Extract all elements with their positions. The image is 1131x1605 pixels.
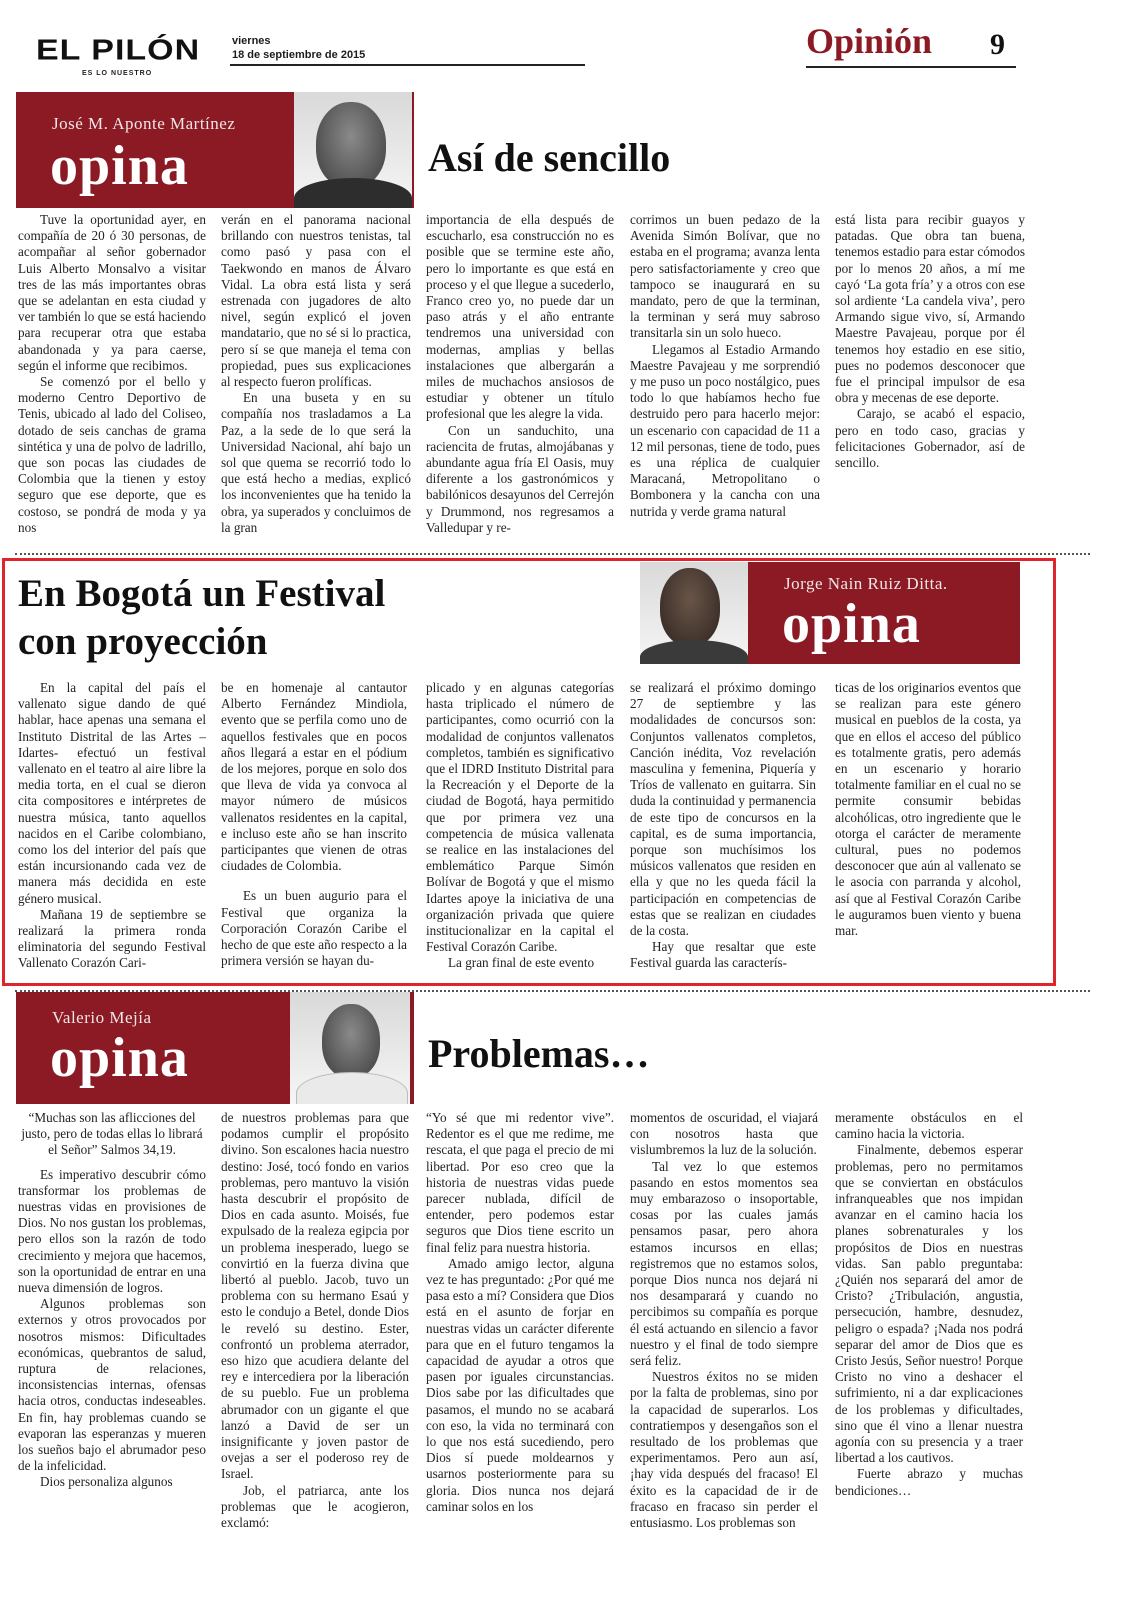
paragraph: be en homenaje al cantautor Alberto Fernández Mindiola, evento que se perfila como uno de aquellos festivales que en pocos años llegará a estar en el pódium de los mejores, porque en solo dos que lleva de vida ya convoca al mayor número de músicos vallenatos residentes en la capital, e incluso este año se han inscrito participantes que vienen de otras ciudades de Colombia.	[221, 680, 407, 874]
paragraph: Es un buen augurio para el Festival que organiza la Corporación Corazón Caribe el hecho de que este año respecto a la primera versión se hayan du-	[221, 888, 407, 969]
paragraph: Es imperativo descubrir cómo transformar los problemas de nuestras vidas en provisiones de Dios. No nos gustan los problemas, pero ellos son la razón de todo crecimiento y mejora que hacemos, son la oportunidad de entrar en una nueva dimensión de logros.	[18, 1166, 206, 1296]
section-title: Opinión	[806, 21, 933, 61]
article1-col-2	[221, 212, 411, 536]
opina-label: opina	[50, 135, 189, 197]
paragraph: Con un sanduchito, una raciencita de frutas, almojábanas y abundante agua fría El Oasis, muy diferente a los gastronómicos y babilónicos desayunos del Cerrejón y Drummond, nos regresamos a Valledupar y re-	[426, 422, 614, 535]
separator	[15, 553, 1090, 555]
article3-col-1	[18, 1110, 206, 1491]
paragraph: importancia de ella después de escucharlo, esa construcción no es posible que se termine este año, pero lo importante es que está en proceso y el que llegue a sucederlo, Franco creo yo, no puede dar un paso atrás y el año entrante tendremos una universidad con modernas, amplias y bellas instalaciones que albergarán a miles de muchachos ansiosos de estudiar y obtener un título profesional que les alegre la vida.	[426, 212, 614, 422]
logo-tagline: ES LO NUESTRO	[82, 70, 153, 77]
opinion-box-2	[748, 562, 1020, 664]
article3-col-3	[426, 1110, 614, 1515]
issue-day: viernes	[232, 35, 271, 47]
article1-col-1	[18, 212, 206, 536]
title-line: con proyección	[18, 620, 268, 663]
issue-date: 18 de septiembre de 2015	[232, 49, 366, 61]
epigraph-quote: “Muchas son las aflicciones del justo, pero de todas ellas lo librará el Señor” Salmos 34,19.	[21, 1110, 203, 1158]
paragraph: meramente obstáculos en el camino hacia la victoria.	[835, 1110, 1023, 1142]
masthead-rule	[230, 64, 585, 66]
article1-title: Así de sencillo	[428, 135, 671, 180]
author-photo-1	[294, 92, 412, 208]
paragraph: corrimos un buen pedazo de la Avenida Simón Bolívar, que no estaba en el programa; avanza lenta pero satisfactoriamente y creo que tampoco se inaugurará en su mandato, pero de que la terminan, la terminan y será muy sabroso transitarla sin un solo hueco.	[630, 212, 820, 341]
paragraph: Nuestros éxitos no se miden por la falta de problemas, sino por la capacidad de superarlos. Los contratiempos y desengaños son el resultado de los problemas que experimentamos. Pero aun así, ¡hay vida después del fracaso! El éxito es la capacidad de ir de fracaso en fracaso sin perder el entusiasmo. Los problemas son	[630, 1369, 818, 1531]
paragraph: “Yo sé que mi redentor vive”. Redentor es el que me redime, me rescata, el que paga el precio de mi libertad. Por eso creo que la historia de nuestras vidas puede parecer nublada, difícil de entender, pero podemos estar seguros que Dios tiene escrito un final feliz para nuestra historia.	[426, 1110, 614, 1255]
paragraph: Job, el patriarca, ante los problemas que le acogieron, exclamó:	[221, 1482, 409, 1531]
paragraph: Finalmente, debemos esperar problemas, pero no permitamos que se conviertan en obstáculos infranqueables que nos impidan avanzar en el camino hacia los planes sobrenaturales y los propósitos de Dios en nuestras vidas. San pablo preguntaba: ¿Quién nos separará del amor de Cristo? ¿Tribulación, angustia, persecución, hambre, desnudez, peligro o espada? ¡Nada nos podrá separar del amor de Dios que es Cristo Jesús, Señor nuestro! Porque Cristo no vino a deshacer el sufrimiento, ni a dar explicaciones de los problemas y dificultades, sino que él vino a llenar nuestra agonía con su presencia y a traer libertad a los cautivos.	[835, 1142, 1023, 1466]
author-photo-2	[640, 562, 748, 664]
page-number: 9	[990, 28, 1005, 61]
article1-col-3	[426, 212, 614, 536]
section-rule	[806, 66, 1016, 68]
paragraph: Carajo, se acabó el espacio, pero en todo caso, gracias y felicitaciones Gobernador, así de sencillo.	[835, 406, 1025, 471]
paragraph: de nuestros problemas para que podamos cumplir el propósito divino. Son escalones hacia nuestro destino: José, tocó fondo en varios problemas, pero mantuvo la visión hasta descubrir el propósito de Dios en cada asunto. Moisés, fue expulsado de la realeza egipcia por un problema inesperado, luego se convirtió en la fuerza divina que libertó al pueblo. Jacob, tuvo un problema con su hermano Esaú y esto le condujo a Betel, donde Dios le reveló su destino. Ester, confrontó un problema aterrador, eso hizo que acudiera delante del rey e intercediera por la liberación de su pueblo. Fue un problema abrumador con un gigante el que lanzó a David de ser un insignificante y joven pastor de ovejas a ser el poderoso rey de Israel.	[221, 1110, 409, 1482]
article3-title: Problemas…	[428, 1031, 650, 1076]
opina-label: opina	[50, 1027, 189, 1089]
paragraph: Hay que resaltar que este Festival guarda las caracterís-	[630, 939, 816, 971]
paragraph: está lista para recibir guayos y patadas. Que obra tan buena, tenemos estadio para estar cómodos por lo menos 20 años, a mí me cayó ‘La gota fría’ y a otros con ese sol ardiente ‘La candela viva’, pero Armando sigue vivo, sí, Armando Maestre Pavajeau, porque por él tenemos hoy estadio en ese sitio, pues no podemos desconocer que fue el principal impulsor de esa obra y mecenas de ese deporte.	[835, 212, 1025, 406]
article2-col-5	[835, 680, 1021, 939]
paragraph: Llegamos al Estadio Armando Maestre Pavajeau y me sorprendió y me puso un poco nostálgico, pues todo lo que habíamos hecho fue destruido pero para hacerlo mejor: un escenario con capacidad de 11 a 12 mil personas, tiene de todo, pues es una réplica de cualquier Maracaná, Metropolitano o Bombonera y la cancha con una nutrida y verde grama natural	[630, 341, 820, 519]
paragraph: Se comenzó por el bello y moderno Centro Deportivo de Tenis, ubicado al lado del Coliseo, dotado de seis canchas de grama sintética y una de polvo de ladrillo, que son pocas las ciudades de Colombia que la tienen y estoy seguro que ese deporte, que es costoso, se pondrá de moda y ya nos	[18, 374, 206, 535]
paragraph: plicado y en algunas categorías hasta triplicado el número de participantes, como ocurrió con la modalidad de conjuntos vallenatos completos, también es significativo que el IDRD Instituto Distrital para la Recreación y el Deporte de la ciudad de Bogotá, haya permitido que por primera vez una competencia de música vallenata se realice en las instalaciones del emblemático Parque Simón Bolívar de Bogotá y que el mismo Idartes apoye la iniciativa de una organización privada que quiere institucionalizar en la capital el Festival Corazón Caribe.	[426, 680, 614, 955]
title-line: En Bogotá un Festival	[18, 572, 386, 615]
article3-col-4	[630, 1110, 818, 1531]
author-photo-3	[290, 992, 410, 1104]
paragraph: Mañana 19 de septiembre se realizará la primera ronda eliminatoria del segundo Festival Vallenato Corazón Cari-	[18, 906, 206, 971]
opina-label: opina	[782, 593, 921, 655]
paragraph: se realizará el próximo domingo 27 de septiembre y las modalidades de concursos son: Conjuntos vallenatos completos, Canción inédita, Voz revelación masculina y femenina, Piquería y Tríos de vallenato en guitarra. Sin duda la continuidad y permanencia de este tipo de concursos en la capital, es de suma importancia, porque son muchísimos los músicos vallenatos que residen en ella y que no les queda fácil la participación en competencias de estas que se realizan en ciudades de la costa.	[630, 680, 816, 939]
paragraph: Dios personaliza algunos	[40, 1474, 173, 1490]
paragraph: Tuve la oportunidad ayer, en compañía de 20 ó 30 personas, de acompañar al señor gobernador Luis Alberto Monsalvo a visitar tres de las más importantes obras que se adelantan en esta ciudad y ver también lo que se está haciendo para recuperar otra que estaba abandonada y ya para caerse, según el informe que recibimos.	[18, 212, 206, 373]
article2-title	[18, 570, 385, 666]
author-name: José M. Aponte Martínez	[52, 114, 236, 133]
paragraph: momentos de oscuridad, el viajará con nosotros hasta que vislumbremos la luz de la solución.	[630, 1110, 818, 1158]
article1-col-5	[835, 212, 1025, 471]
paragraph: Algunos problemas son externos y otros provocados por nosotros mismos: Dificultades económicas, quebrantos de salud, ruptura de relaciones, inconsistencias internas, ofensas hacia otros, conductas indeseables. En fin, hay problemas cuando se evaporan las esperanzas y mueren los sueños bajo el abrumador peso de la infelicidad.	[18, 1296, 206, 1474]
article3-col-5	[835, 1110, 1023, 1499]
paragraph: Amado amigo lector, alguna vez te has preguntado: ¿Por qué me pasa esto a mí? Considera que Dios está en el asunto de forjar en nuestras vidas un carácter diferente para que en el futuro tengamos la capacidad de ayudar a otros que pasen por iguales circunstancias. Dios sabe por las dificultades que pasamos, el mundo no se acabará con eso, la vida no terminará con lo que nos está sucediendo, pero Dios sí puede moldearnos y usarnos posteriormente para su gloria. Dios nunca nos dejará caminar solos en los	[426, 1255, 614, 1514]
paragraph: verán en el panorama nacional brillando con nuestros tenistas, tal como pasó y pasa con el Taekwondo en manos de Álvaro Vidal. La obra está lista y será estrenada con jugadores de alto nivel, según explicó el joven mandatario, que no sé si lo practica, pero sí se que maneja el tema con propiedad, pues sus explicaciones al respecto fueron prolíficas.	[221, 212, 411, 390]
paragraph: ticas de los originarios eventos que se realizan para este género musical en pueblos de la costa, ya que en ellos el acceso del público es totalmente gratis, pero además en un escenario y horario totalmente familiar en el cual no se permite consumir bebidas alcohólicas, otro ingrediente que le otorga el carácter de meramente cultural, pues no podemos desconocer que aún al vallenato se le asocia con parranda y alcohol, así que al Festival Corazón Caribe le auguramos buen viento y buena mar.	[835, 680, 1021, 939]
newspaper-logo: EL PILÓN	[36, 34, 201, 67]
paragraph: La gran final de este evento	[448, 955, 595, 971]
author-name: Valerio Mejía	[52, 1008, 152, 1027]
article1-col-4	[630, 212, 820, 520]
paragraph: En la capital del país el vallenato sigue dando de qué hablar, hace apenas una semana el Instituto Distrital de las Artes –Idartes- efectuó un festival vallenato en el teatro al aire libre la media torta, en el cual se dieron cita compositores e intérpretes de nuestra música, tanto aquellos nacidos en el Caribe colombiano, como los del interior del país que están incursionando cada vez de manera más decidida en este género musical.	[18, 680, 206, 906]
article2-col-3	[426, 680, 614, 972]
article2-col-1	[18, 680, 206, 972]
paragraph: Tal vez lo que estemos pasando en estos momentos sea muy embarazoso o insoportable, cosas por las cuales jamás pensamos pasar, pero ahora estamos incursos en ellas; registremos que no estamos solos, porque Dios nunca nos dejará ni nos desamparará y cuando no percibimos su compañía es porque él está actuando en silencio a favor nuestro y el final de todo siempre será feliz.	[630, 1158, 818, 1369]
paragraph: En una buseta y en su compañía nos trasladamos a La Paz, a la sede de lo que será la Universidad Nacional, ahí bajo un sol que quema se recorrió todo lo que está hecho a medias, explicó los inconvenientes que ha tenido la obra, ya superados y concluimos de la gran	[221, 390, 411, 535]
paragraph: Fuerte abrazo y muchas bendiciones…	[835, 1466, 1023, 1498]
article3-col-2	[221, 1110, 409, 1531]
article2-col-4	[630, 680, 816, 972]
author-name: Jorge Nain Ruiz Ditta.	[784, 574, 948, 593]
article2-col-2	[221, 680, 407, 969]
